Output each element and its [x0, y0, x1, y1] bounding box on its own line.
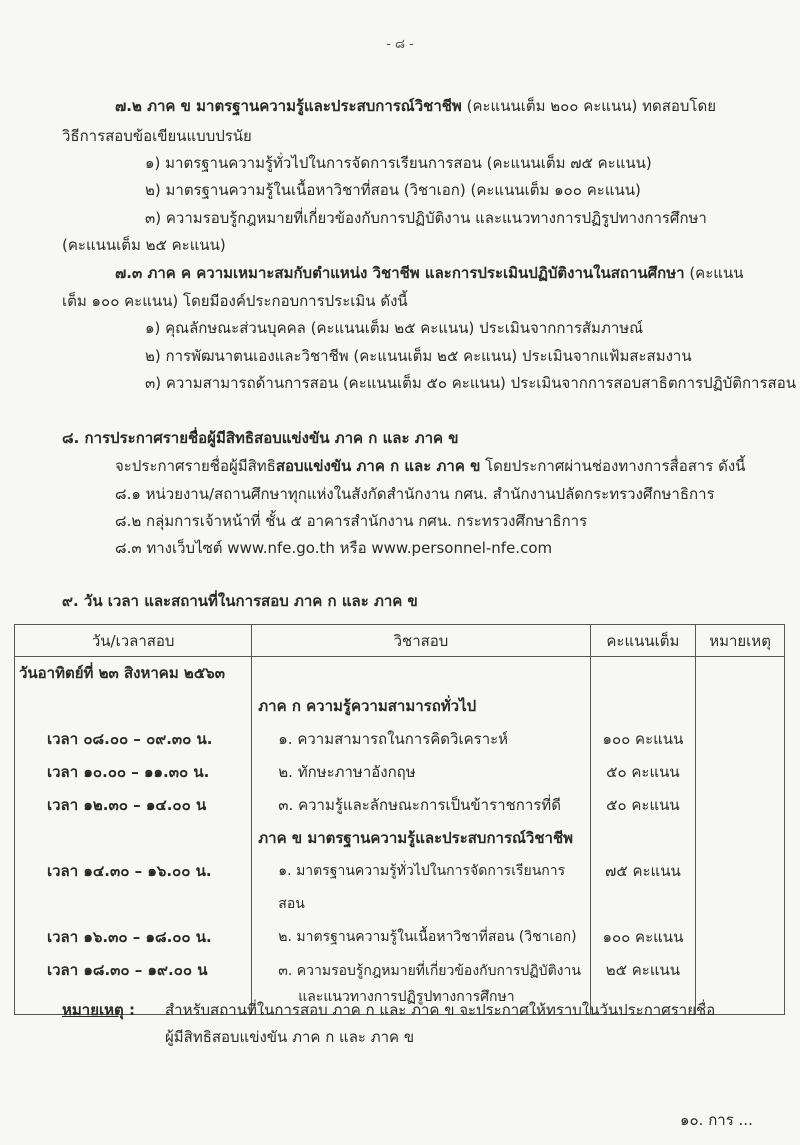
- part-a-title: ภาค ก ความรู้ความสามารถทั่วไป: [252, 690, 590, 723]
- table-row: [15, 855, 785, 921]
- exam-note: [696, 789, 785, 822]
- exam-score: ๗๕ คะแนน: [590, 855, 696, 921]
- section-7-2-title-rest: (คะแนนเต็ม ๒๐๐ คะแนน) ทดสอบโดย: [461, 97, 716, 115]
- table-row: [15, 789, 785, 822]
- empty-cell: [590, 822, 696, 855]
- empty-cell: [15, 822, 252, 855]
- section-8-heading: ๘. การประกาศรายชื่อผู้มีสิทธิสอบแข่งขัน ภาค ก และ ภาค ข: [62, 429, 459, 447]
- page-number: - ๘ -: [386, 37, 414, 52]
- exam-subject: ๒. ทักษะภาษาอังกฤษ: [252, 756, 590, 789]
- section-7-2-title: [115, 96, 716, 116]
- empty-cell: [696, 822, 785, 855]
- exam-subject: ๑. ความสามารถในการคิดวิเคราะห์: [252, 723, 590, 756]
- section-7-2-line2: วิธีการสอบข้อเขียนแบบปรนัย: [62, 127, 252, 145]
- part-b-title: ภาค ข มาตรฐานความรู้และประสบการณ์วิชาชีพ: [252, 822, 590, 855]
- empty-cell: [590, 690, 696, 723]
- exam-time: เวลา ๑๔.๓๐ – ๑๖.๐๐ น.: [15, 855, 252, 921]
- section-9-heading: ๙. วัน เวลา และสถานที่ในการสอบ ภาค ก และ ภาค ข: [62, 592, 418, 610]
- header-date-time: วัน/เวลาสอบ: [15, 625, 252, 657]
- section-7-3-title-rest: (คะแนน: [684, 264, 744, 282]
- table-row-part-b-title: [15, 822, 785, 855]
- section-8-intro-a: จะประกาศรายชื่อผู้มีสิทธิ: [115, 457, 276, 475]
- section-7-3-item-1: ๑) คุณลักษณะส่วนบุคคล (คะแนนเต็ม ๒๕ คะแนน) ประเมินจากการสัมภาษณ์: [145, 319, 644, 337]
- section-7-3-title-bold: ๗.๓ ภาค ค ความเหมาะสมกับตำแหน่ง วิชาชีพ และการประเมินปฏิบัติงานในสถานศึกษา: [115, 264, 685, 282]
- exam-time: เวลา ๐๘.๐๐ – ๐๙.๓๐ น.: [15, 723, 252, 756]
- header-subject: วิชาสอบ: [252, 625, 590, 657]
- remark-line-2: ผู้มีสิทธิสอบแข่งขัน ภาค ก และ ภาค ข: [165, 1028, 415, 1046]
- section-8-intro: [115, 456, 745, 476]
- exam-time: เวลา ๑๐.๐๐ – ๑๑.๓๐ น.: [15, 756, 252, 789]
- header-full-score: คะแนนเต็ม: [590, 625, 696, 657]
- exam-subject-line1: ๓. ความรอบรู้กฎหมายที่เกี่ยวข้องกับการปฏิบัติงาน: [278, 963, 581, 979]
- exam-time: เวลา ๑๘.๓๐ – ๑๙.๐๐ น: [15, 954, 252, 1015]
- table-header-row: [15, 625, 785, 657]
- exam-note: [696, 756, 785, 789]
- section-8-item-2: ๘.๒ กลุ่มการเจ้าหน้าที่ ชั้น ๕ อาคารสำนักงาน กศน. กระทรวงศึกษาธิการ: [115, 512, 588, 530]
- section-8-intro-bold: สอบแข่งขัน ภาค ก และ ภาค ข: [275, 457, 481, 475]
- exam-time: เวลา ๑๒.๓๐ – ๑๔.๐๐ น: [15, 789, 252, 822]
- section-7-3-title: [115, 263, 743, 283]
- section-8-item-1: ๘.๑ หน่วยงาน/สถานศึกษาทุกแห่งในสังกัดสำนักงาน กศน. สำนักงานปลัดกระทรวงศึกษาธิการ: [115, 485, 715, 503]
- exam-score: ๕๐ คะแนน: [590, 756, 696, 789]
- section-7-3-item-2: ๒) การพัฒนาตนเองและวิชาชีพ (คะแนนเต็ม ๒๕ คะแนน) ประเมินจากแฟ้มสะสมงาน: [145, 347, 692, 365]
- section-7-2-item-2: ๒) มาตรฐานความรู้ในเนื้อหาวิชาที่สอน (วิชาเอก) (คะแนนเต็ม ๑๐๐ คะแนน): [145, 181, 641, 199]
- table-row: [15, 756, 785, 789]
- remark-colon: :: [123, 1001, 135, 1019]
- table-row-part-a-title: [15, 690, 785, 723]
- exam-score: ๑๐๐ คะแนน: [590, 723, 696, 756]
- empty-cell: [590, 657, 696, 691]
- exam-subject: ๒. มาตรฐานความรู้ในเนื้อหาวิชาที่สอน (วิชาเอก): [252, 921, 590, 954]
- exam-subject: ๓. ความรู้และลักษณะการเป็นข้าราชการที่ดี: [252, 789, 590, 822]
- table-row: [15, 723, 785, 756]
- section-7-2-title-bold: ๗.๒ ภาค ข มาตรฐานความรู้และประสบการณ์วิชาชีพ: [115, 97, 462, 115]
- section-8-intro-b: โดยประกาศผ่านช่องทางการสื่อสาร ดังนี้: [480, 457, 746, 475]
- section-7-2-item-1: ๑) มาตรฐานความรู้ทั่วไปในการจัดการเรียนการสอน (คะแนนเต็ม ๗๕ คะแนน): [145, 154, 652, 172]
- exam-schedule-table: [14, 624, 785, 1015]
- section-7-3-item-3: ๓) ความสามารถด้านการสอน (คะแนนเต็ม ๕๐ คะแนน) ประเมินจากการสอบสาธิตการปฏิบัติการสอน: [145, 374, 796, 392]
- exam-note: [696, 855, 785, 921]
- exam-time: เวลา ๑๖.๓๐ – ๑๘.๐๐ น.: [15, 921, 252, 954]
- remark-line-1: สำหรับสถานที่ในการสอบ ภาค ก และ ภาค ข จะประกาศให้ทราบในวันประกาศรายชื่อ: [165, 1001, 716, 1019]
- exam-note: [696, 921, 785, 954]
- exam-score: ๕๐ คะแนน: [590, 789, 696, 822]
- empty-cell: [696, 690, 785, 723]
- exam-subject-line2: และแนวทางการปฏิรูปทางการศึกษา: [298, 989, 515, 1005]
- continuation-text: ๑๐. การ ...: [680, 1111, 753, 1129]
- remark-label-wrap: [62, 1000, 135, 1020]
- section-7-2-item-3: ๓) ความรอบรู้กฎหมายที่เกี่ยวข้องกับการปฏิบัติงาน และแนวทางการปฏิรูปทางการศึกษา: [145, 209, 707, 227]
- table-row: [15, 921, 785, 954]
- exam-note: [696, 723, 785, 756]
- remark-label: หมายเหตุ: [62, 1001, 124, 1019]
- section-8-item-3: ๘.๓ ทางเว็บไซต์ www.nfe.go.th หรือ www.personnel-nfe.com: [115, 539, 553, 557]
- empty-cell: [15, 690, 252, 723]
- exam-date: วันอาทิตย์ที่ ๒๓ สิงหาคม ๒๕๖๓: [15, 657, 252, 691]
- table-row-date: [15, 657, 785, 691]
- empty-cell: [696, 657, 785, 691]
- exam-score: ๒๕ คะแนน: [590, 954, 696, 1015]
- exam-subject: ๑. มาตรฐานความรู้ทั่วไปในการจัดการเรียนการสอน: [252, 855, 590, 921]
- section-7-2-item-3-cont: (คะแนนเต็ม ๒๕ คะแนน): [62, 236, 226, 254]
- empty-cell: [252, 657, 590, 691]
- exam-score: ๑๐๐ คะแนน: [590, 921, 696, 954]
- section-7-3-line2: เต็ม ๑๐๐ คะแนน) โดยมีองค์ประกอบการประเมิน ดังนี้: [62, 292, 408, 310]
- header-remark: หมายเหตุ: [696, 625, 785, 657]
